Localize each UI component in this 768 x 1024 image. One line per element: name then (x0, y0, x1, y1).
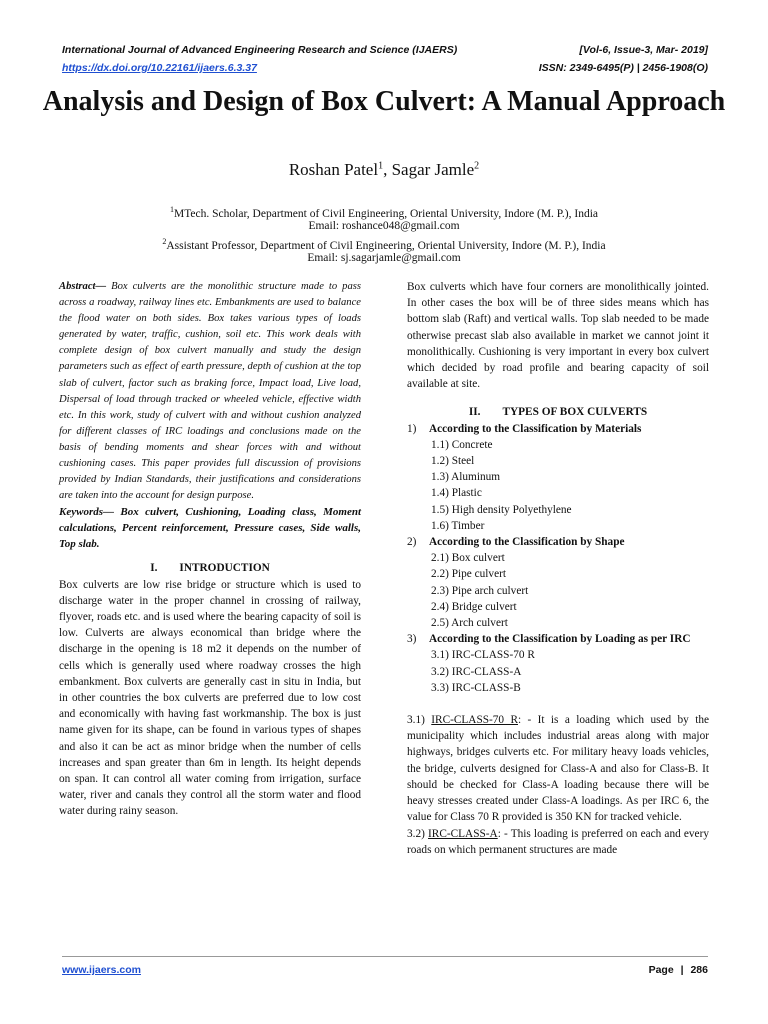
abstract-text: Box culverts are the monolithic structure made to pass across a roadway, railway lines etc. Embankments are used to balance the flood water on both sides. Box takes various types of loads generated by water, traffic, cushion, soil etc. This work deals with complete design of box culvert manually and study the design parameters such as effect of earth pressure, depth of cushion at the top slab of culvert, factor such as braking force, Impact load, Live load, Dispersal of load through tracked or wheeled vehicle, effective width etc. In this work, study of culvert with and without cushion analyzed for different classes of IRC loadings and conclusions made on the basis of bending moments and shear forces with and without cushioning cases. This paper provides full discussion of provisions provided by Indian Standards, their justifications and considerations are taken into the account for design purpose. (59, 281, 361, 502)
list-item: 1.3) Aluminum (431, 471, 501, 484)
abstract-label: Abstract— (59, 281, 107, 292)
list-item: 1.1) Concrete (431, 438, 493, 451)
affiliation-2: $^2$Assistant Professor, Department of Civil Engineering, Oriental University, Indore (M. P.), India (162, 237, 606, 252)
email-2: Email: sj.sagarjamle@gmail.com (307, 252, 461, 264)
list-item: 1.4) Plastic (431, 487, 482, 500)
list-item: 1.5) High density Polyethylene (431, 503, 572, 516)
footer-site-link[interactable]: www.ijaers.com (62, 964, 141, 976)
issn: ISSN: 2349-6495(P) | 2456-1908(O) (538, 62, 708, 74)
keywords: Keywords— Box culvert, Cushioning, Loading class, Moment calculations, Percent reinforcement, Pressure cases, Side walls, Top slab. (59, 506, 361, 551)
left-column (59, 279, 361, 820)
section-heading-types: II. TYPES OF BOX CULVERTS (468, 406, 648, 419)
author-1-sup: 1 (378, 160, 384, 172)
author-2-sup: 2 (474, 160, 480, 172)
volume-info: [Vol-6, Issue-3, Mar- 2019] (579, 44, 708, 56)
footer-divider (62, 956, 708, 957)
paper-title: Analysis and Design of Box Culvert: A Manual Approach (42, 86, 726, 117)
list-item: 2.2) Pipe culvert (431, 568, 506, 581)
doi-link[interactable]: https://dx.doi.org/10.22161/ijaers.6.3.37 (62, 62, 257, 74)
list-item: 2.4) Bridge culvert (431, 600, 517, 613)
class-70r-paragraph: 3.1) IRC-CLASS-70 R: - It is a loading which used by the municipality which includes industrial areas along with major highways, bridges culverts etc. For military heavy loads vehicles, the bridge, culverts designed for Class-A and also for Class-B. It should be checked for Class-A loading because there will be heavy stresses created under Class-A loadings. As per IRC 6, the value for Class 70 R provided is 350 KN for tracked vehicle. (407, 714, 710, 824)
list-item: 2.5) Arch culvert (431, 617, 508, 630)
author-2: Sagar Jamle (391, 160, 475, 179)
abstract (59, 279, 361, 504)
classification-materials: 1) According to the Classification by Materials 1.1) Concrete 1.2) Steel 1.3) Aluminum 1.4) Plastic 1.5) High density Polyethylene 1.6) Timber (407, 421, 709, 534)
classification-shape: 2) According to the Classification by Shape 2.1) Box culvert 2.2) Pipe culvert 2.3) Pipe arch culvert 2.4) Bridge culvert 2.5) Arch culvert (407, 534, 709, 631)
page-number: Page | 286 (648, 964, 708, 976)
email-1: Email: roshance048@gmail.com (308, 220, 460, 232)
list-item: 1.2) Steel (431, 455, 475, 468)
affiliation-1: $^1$MTech. Scholar, Department of Civil Engineering, Oriental University, Indore (M. P.), India (169, 205, 599, 220)
list-item: 1.6) Timber (431, 519, 485, 532)
list-item: 2.3) Pipe arch culvert (431, 584, 529, 597)
author-separator: , (383, 160, 392, 179)
class-a-paragraph: 3.2) IRC-CLASS-A: - This loading is preferred on each and every roads on which permanent structures are made (407, 827, 709, 856)
introduction-text: Box culverts are low rise bridge or structure which is used to discharge water in the proper channel in crossing of railway, flyover, roads etc. and is used where the bearing capacity of soil is low. Culverts are always economical than bridge where the discharge in the opening is 18 m2 it depends on the number of cells which is generally used where roadway crosses the high embankment. Box culverts are generally cast in situ in India, but in other countries the box culverts are preferred due to low cost and economically with having fast workmanship. The box is just name given for its shape, can be found in various types of shapes and also it can be act as minor bridge when the number of cells increases and span greater than 6m in length. Its height depends on span. It can control all water coming from irrigation, surface water, river and canals they control all the storm water and flood water during rainy season. (59, 578, 361, 818)
class-a-term: IRC-CLASS-A (428, 827, 498, 840)
class-70r-term: IRC-CLASS-70 R (431, 714, 518, 727)
box-culvert-paragraph: Box culverts which have four corners are monolithically jointed. In other cases the box will be of three sides means which has bottom slab (Raft) and vertical walls. Top slab needed to be made otherwise precast slab also available in market we cannot joint it monolithically. Cushioning is very important in every box culvert which decided by road profile and bearing capacity of soil available at site. (407, 281, 709, 391)
section-heading-introduction: I. INTRODUCTION (150, 562, 270, 575)
list-item: 2.1) Box culvert (431, 552, 505, 565)
list-item: 3.2) IRC-CLASS-A (431, 665, 522, 678)
list-item: 3.3) IRC-CLASS-B (431, 681, 521, 694)
classification-loading: 3) According to the Classification by Loading as per IRC 3.1) IRC-CLASS-70 R 3.2) IRC-CLASS-A 3.3) IRC-CLASS-B (407, 631, 709, 696)
author-1: Roshan Patel (288, 160, 379, 179)
list-item: 3.1) IRC-CLASS-70 R (431, 649, 535, 662)
journal-name: International Journal of Advanced Engineering Research and Science (IJAERS) (62, 44, 458, 56)
right-column (407, 279, 709, 858)
authors (0, 160, 768, 180)
